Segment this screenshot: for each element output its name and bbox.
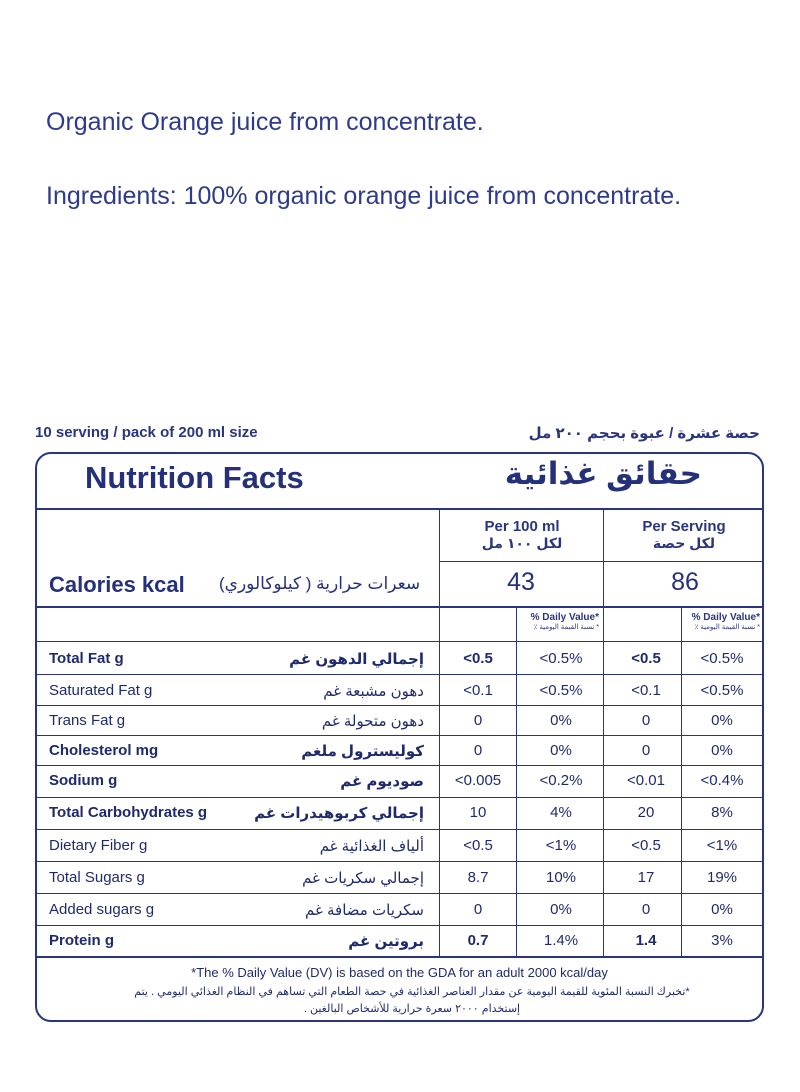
nutrient-name-ar: إجمالي سكريات غم [302, 870, 424, 887]
nutrient-row-cholesterol [37, 735, 762, 766]
nutrient-name-ar: دهون مشبعة غم [323, 683, 424, 700]
dv-per-100ml: 0% [550, 901, 572, 918]
calories-label-ar: سعرات حرارية ( كيلوكالوري) [219, 574, 421, 593]
nutrient-name-ar: إجمالي كربوهيدرات غم [254, 805, 424, 822]
calories-per-100ml: 43 [507, 568, 535, 596]
daily-value-label-ar: * نسبة القيمة اليومية ٪ [694, 624, 760, 631]
divider [37, 606, 762, 608]
value-per-100ml: <0.5 [463, 650, 493, 667]
nutrient-name-en: Total Carbohydrates g [49, 804, 208, 821]
nutrient-row-total-sugars [37, 862, 762, 893]
calories-per-serving: 86 [671, 568, 699, 596]
value-per-serving: 17 [637, 869, 655, 886]
nutrient-name-en: Total Sugars g [49, 869, 145, 886]
dv-per-100ml: 1.4% [543, 932, 579, 949]
dv-per-serving: 0% [711, 901, 733, 918]
dv-per-serving: <0.5% [700, 682, 744, 699]
value-per-100ml: 10 [469, 804, 487, 821]
divider [439, 561, 764, 562]
nutrient-row-total-carbohydrates [37, 797, 762, 828]
nutrient-name-en: Added sugars g [49, 901, 155, 918]
nutrient-name-en: Cholesterol mg [49, 742, 159, 759]
nutrient-row-dietary-fiber [37, 830, 762, 861]
nutrient-name-ar: إجمالي الدهون غم [289, 651, 424, 668]
daily-value-label-en: % Daily Value* [530, 612, 599, 623]
pack-size-ar: حصة عشرة / عبوة بحجم ٢٠٠ مل [528, 425, 760, 442]
dv-per-serving: <1% [706, 837, 738, 854]
nutrient-name-en: Dietary Fiber g [49, 837, 148, 854]
value-per-100ml: 8.7 [467, 869, 489, 886]
dv-per-100ml: <1% [545, 837, 577, 854]
daily-value-label-ar: * نسبة القيمة اليومية ٪ [533, 624, 599, 631]
daily-value-label-en: % Daily Value* [691, 612, 760, 623]
nutrient-name-ar: دهون متحولة غم [321, 713, 424, 730]
nutrient-row-saturated-fat [37, 675, 762, 706]
value-per-serving: <0.01 [627, 772, 665, 789]
nutrient-name-ar: ألياف الغذائية غم [319, 838, 424, 855]
dv-per-100ml: 10% [545, 869, 577, 886]
value-per-serving: <0.5 [631, 837, 661, 854]
nutrient-name-en: Sodium g [49, 772, 118, 789]
divider [37, 641, 762, 642]
dv-per-serving: 3% [711, 932, 733, 949]
column-per-100ml [441, 518, 603, 552]
value-per-serving: 1.4 [635, 932, 657, 949]
nutrient-name-ar: بروتين غم [348, 933, 424, 950]
nutrient-name-ar: كوليسترول ملغم [301, 743, 424, 760]
footnote-ar: *تخبرك النسبة المئوية للقيمة اليومية عن مقدار العناصر الغذائية في حصة الطعام التي تساهم في النظام الغذائي اليومي . يتم إستخدام ٢٠٠٠ سعرة حرارية للأشخاص البالغين . [134, 986, 690, 1015]
nutrient-name-ar: سكريات مضافة غم [305, 902, 424, 919]
value-per-100ml: <0.1 [463, 682, 493, 699]
nutrient-row-protein [37, 925, 762, 956]
nutrient-row-trans-fat [37, 705, 762, 736]
column-per-100ml-en: Per 100 ml [484, 518, 560, 535]
pack-size-en: 10 serving / pack of 200 ml size [35, 424, 258, 441]
dv-per-serving: <0.5% [700, 650, 744, 667]
nutrient-row-sodium [37, 765, 762, 796]
calories-label-en: Calories kcal [49, 572, 185, 597]
footnote-en: *The % Daily Value (DV) is based on the GDA for an adult 2000 kcal/day [191, 965, 608, 980]
value-per-100ml: 0 [473, 742, 483, 759]
nutrient-name-en: Trans Fat g [49, 712, 126, 729]
nutrient-name-en: Saturated Fat g [49, 682, 153, 699]
title-en: Nutrition Facts [85, 460, 304, 495]
dv-per-serving: 0% [711, 712, 733, 729]
divider [37, 956, 762, 958]
daily-value-header-100ml [517, 612, 599, 631]
value-per-serving: <0.5 [631, 650, 661, 667]
column-per-serving-ar: لكل حصة [652, 535, 716, 551]
nutrient-name-ar: صوديوم غم [340, 773, 424, 790]
dv-per-100ml: 0% [550, 712, 572, 729]
nutrient-name-en: Protein g [49, 932, 115, 949]
dv-per-serving: 8% [711, 804, 733, 821]
dv-per-serving: <0.4% [700, 772, 744, 789]
product-description: Organic Orange juice from concentrate. [46, 108, 484, 136]
dv-per-100ml: <0.5% [539, 682, 583, 699]
dv-per-100ml: <0.5% [539, 650, 583, 667]
nutrient-name-en: Total Fat g [49, 650, 124, 667]
column-per-serving [605, 518, 763, 552]
nutrient-row-added-sugars [37, 894, 762, 925]
value-per-100ml: <0.5 [463, 837, 493, 854]
dv-per-serving: 0% [711, 742, 733, 759]
nutrition-facts-panel [35, 452, 764, 1022]
value-per-100ml: <0.005 [454, 772, 502, 789]
title-ar: حقائق غذائية [504, 456, 702, 491]
value-per-100ml: 0 [473, 901, 483, 918]
dv-per-100ml: 4% [550, 804, 572, 821]
value-per-serving: 0 [641, 742, 651, 759]
value-per-100ml: 0.7 [467, 932, 489, 949]
column-per-serving-en: Per Serving [642, 518, 726, 535]
ingredients-text: Ingredients: 100% organic orange juice from concentrate. [46, 182, 682, 210]
value-per-100ml: 0 [473, 712, 483, 729]
nutrient-row-total-fat [37, 643, 762, 674]
column-per-100ml-ar: لكل ١٠٠ مل [481, 535, 563, 551]
daily-value-header-serving [682, 612, 760, 631]
value-per-serving: 0 [641, 901, 651, 918]
panel-header [37, 454, 762, 510]
dv-per-100ml: <0.2% [539, 772, 583, 789]
value-per-serving: 20 [637, 804, 655, 821]
value-per-serving: 0 [641, 712, 651, 729]
dv-per-100ml: 0% [550, 742, 572, 759]
value-per-serving: <0.1 [631, 682, 661, 699]
dv-per-serving: 19% [706, 869, 738, 886]
